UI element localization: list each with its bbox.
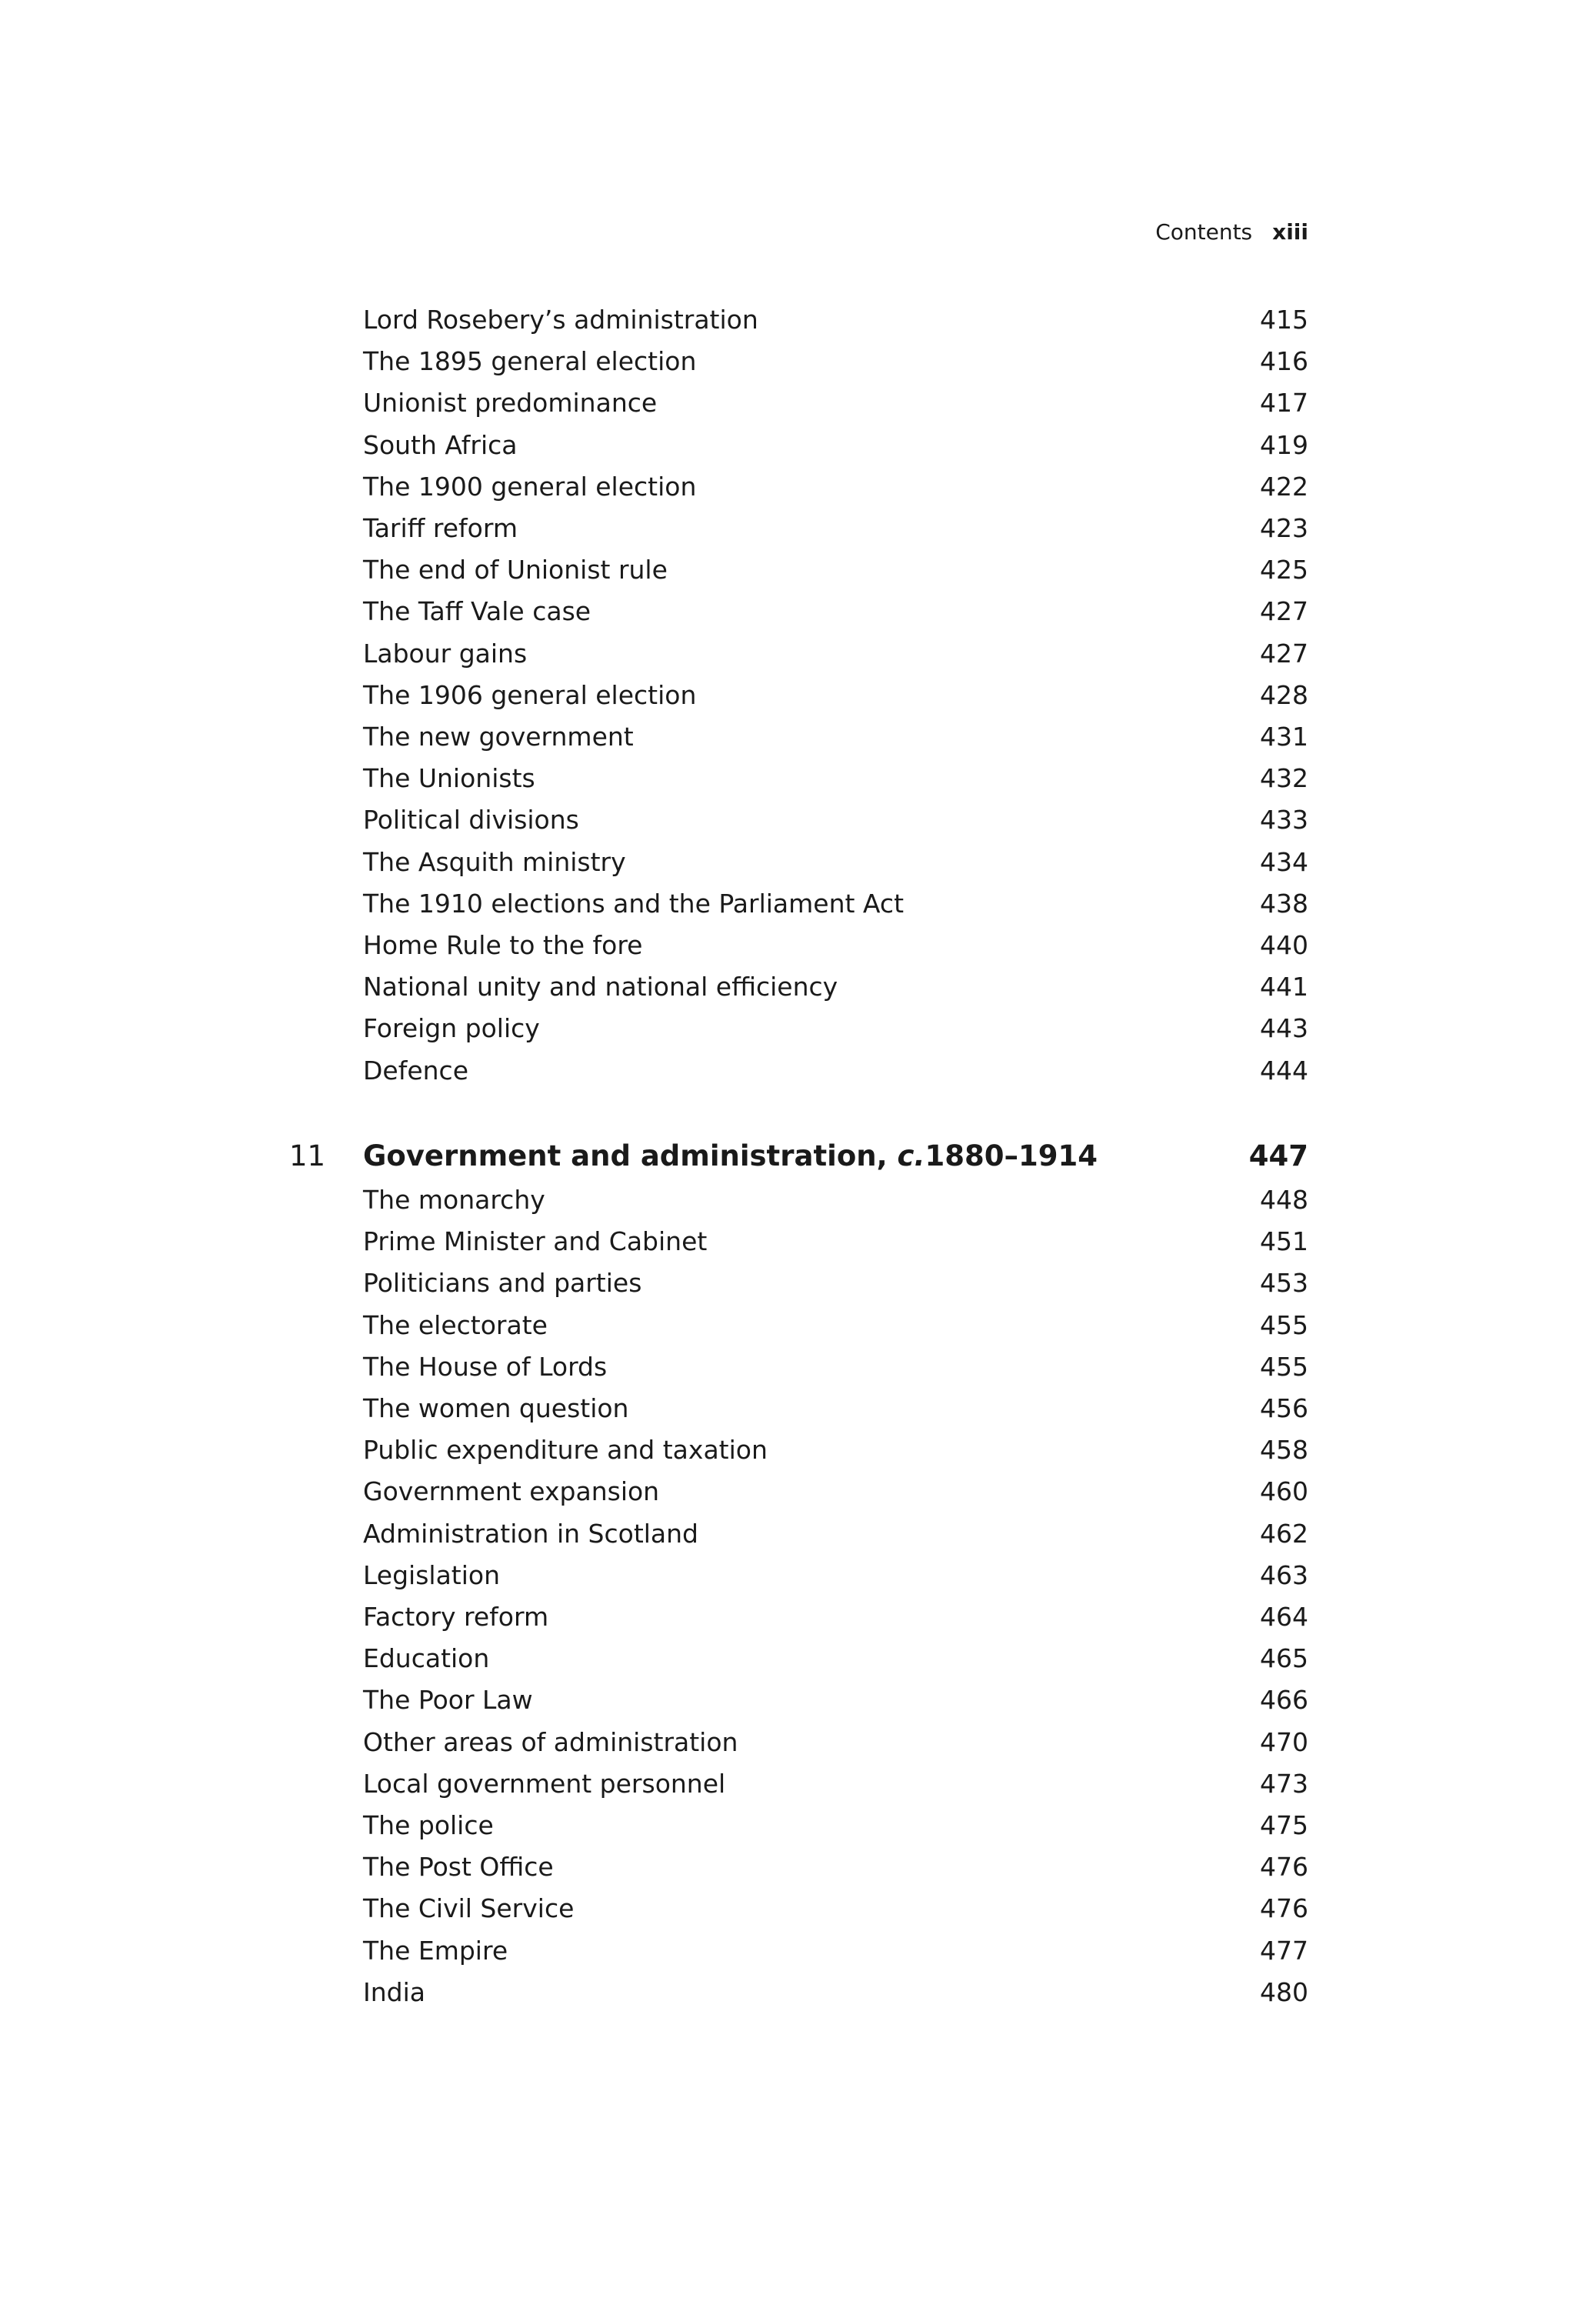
toc-entry [363, 966, 1308, 1008]
toc-entry-title: Administration in Scotland [363, 1519, 699, 1549]
toc-entry [363, 1221, 1308, 1262]
running-head-page-number: xiii [1272, 219, 1308, 245]
toc-entry-title: Other areas of administration [363, 1727, 738, 1757]
toc-entry-page-number: 441 [1260, 972, 1308, 1002]
toc-entry-page-number: 419 [1260, 430, 1308, 460]
toc-entry [363, 1763, 1308, 1805]
toc-entry [363, 716, 1308, 758]
toc-entry-title: India [363, 1977, 425, 2007]
toc-entry-title: South Africa [363, 430, 518, 460]
toc-entry-title: Government expansion [363, 1476, 660, 1506]
toc-entry-title: The Asquith ministry [363, 847, 626, 877]
toc-entry-page-number: 463 [1260, 1560, 1308, 1590]
toc-entry [363, 883, 1308, 925]
toc-entry-title: Political divisions [363, 805, 579, 835]
toc-entry-page-number: 470 [1260, 1727, 1308, 1757]
toc-entry [363, 1471, 1308, 1513]
toc-entry-title: Factory reform [363, 1602, 549, 1632]
toc-entry-title: Local government personnel [363, 1769, 726, 1799]
toc-entry-page-number: 415 [1260, 305, 1308, 335]
toc-entry [363, 1429, 1308, 1471]
toc-entry [363, 1679, 1308, 1721]
toc-entry-title: National unity and national efficiency [363, 972, 838, 1002]
toc-entry-title: The Poor Law [363, 1685, 533, 1715]
toc-entry-page-number: 438 [1260, 889, 1308, 919]
toc-entry-page-number: 453 [1260, 1268, 1308, 1298]
toc-entry-page-number: 477 [1260, 1936, 1308, 1966]
toc-entry [363, 842, 1308, 883]
toc-entry-page-number: 455 [1260, 1352, 1308, 1382]
toc-entry-page-number: 476 [1260, 1893, 1308, 1923]
toc-entry [363, 425, 1308, 466]
toc-entry-title: Education [363, 1643, 490, 1673]
toc-entry-page-number: 427 [1260, 639, 1308, 669]
running-head-label: Contents [1155, 219, 1253, 245]
toc-entry [363, 1388, 1308, 1429]
toc-entry-title: Foreign policy [363, 1013, 540, 1043]
toc-entry-page-number: 434 [1260, 847, 1308, 877]
toc-entry-page-number: 423 [1260, 513, 1308, 543]
chapter-number: 11 [289, 1139, 326, 1172]
toc-entry-page-number: 433 [1260, 805, 1308, 835]
toc-entry-page-number: 460 [1260, 1476, 1308, 1506]
toc-entry-page-number: 466 [1260, 1685, 1308, 1715]
toc-entry-title: The 1910 elections and the Parliament Act [363, 889, 905, 919]
toc-entry-title: The 1900 general election [363, 472, 697, 502]
chapter-title-main: Government and administration, [363, 1139, 898, 1172]
toc-entry [363, 799, 1308, 841]
toc-entry-title: The Civil Service [363, 1893, 575, 1923]
toc-entry [363, 1513, 1308, 1555]
toc-entry [363, 1846, 1308, 1888]
toc-entry [363, 1638, 1308, 1679]
toc-entry [363, 1888, 1308, 1929]
toc-entry [363, 1972, 1308, 2013]
toc-entry-title: Politicians and parties [363, 1268, 642, 1298]
toc-entry-title: The women question [363, 1393, 629, 1423]
toc-entry-title: Lord Rosebery’s administration [363, 305, 758, 335]
toc-entry [363, 1805, 1308, 1846]
toc-entry [363, 1179, 1308, 1221]
toc-entry-title: Legislation [363, 1560, 501, 1590]
toc-entry-page-number: 432 [1260, 763, 1308, 793]
toc-entry [363, 1050, 1308, 1092]
toc-entry-page-number: 451 [1260, 1226, 1308, 1256]
chapter-heading [289, 1133, 1308, 1179]
toc-entry-page-number: 448 [1260, 1185, 1308, 1215]
toc-entry [363, 1930, 1308, 1972]
toc-entry-page-number: 480 [1260, 1977, 1308, 2007]
chapter-title-circa: c. [897, 1139, 925, 1172]
toc-entry-title: The Empire [363, 1936, 508, 1966]
toc-entry-page-number: 458 [1260, 1435, 1308, 1465]
toc-entry [363, 549, 1308, 591]
toc-entry [363, 382, 1308, 424]
toc-entry [363, 675, 1308, 716]
toc-entry-title: The end of Unionist rule [363, 555, 668, 585]
toc-entry-title: The 1895 general election [363, 346, 697, 376]
toc-entry [363, 633, 1308, 675]
toc-entry-title: The Post Office [363, 1852, 554, 1882]
chapter-title [363, 1133, 1098, 1179]
toc-entry [363, 1305, 1308, 1346]
chapter-page-number: 447 [1248, 1139, 1308, 1172]
toc-entry-title: The Unionists [363, 763, 535, 793]
toc-entry [363, 1596, 1308, 1638]
toc-entry-page-number: 416 [1260, 346, 1308, 376]
toc-entry [363, 341, 1308, 382]
toc-entry [363, 758, 1308, 799]
toc-entry-title: Prime Minister and Cabinet [363, 1226, 708, 1256]
toc-entry [363, 1346, 1308, 1388]
toc-entry-title: Home Rule to the fore [363, 930, 643, 960]
toc-entry-page-number: 440 [1260, 930, 1308, 960]
toc-entry-page-number: 431 [1260, 722, 1308, 752]
toc-entry [363, 508, 1308, 549]
toc-entry-page-number: 476 [1260, 1852, 1308, 1882]
toc-entry-title: The House of Lords [363, 1352, 608, 1382]
toc-entry-page-number: 456 [1260, 1393, 1308, 1423]
toc-entry-page-number: 427 [1260, 596, 1308, 626]
toc-entry [363, 1555, 1308, 1596]
toc-entry-page-number: 425 [1260, 555, 1308, 585]
toc-entry-title: The new government [363, 722, 634, 752]
toc-entry-title: The police [363, 1810, 494, 1840]
toc-entry [363, 466, 1308, 508]
running-head [1155, 217, 1308, 248]
toc-entry-title: Public expenditure and taxation [363, 1435, 768, 1465]
toc-entry-page-number: 464 [1260, 1602, 1308, 1632]
toc-entry [363, 591, 1308, 632]
toc-entry [363, 1262, 1308, 1304]
toc-entry-title: Unionist predominance [363, 388, 658, 418]
toc-entry-page-number: 444 [1260, 1056, 1308, 1086]
toc-entry-page-number: 462 [1260, 1519, 1308, 1549]
chapter-title-years: 1880–1914 [925, 1139, 1098, 1172]
toc-entry-title: The Taff Vale case [363, 596, 591, 626]
toc-entry-page-number: 428 [1260, 680, 1308, 710]
toc-entry-page-number: 417 [1260, 388, 1308, 418]
toc-entry-title: The electorate [363, 1310, 548, 1340]
toc-entry-title: Labour gains [363, 639, 528, 669]
toc-entry-page-number: 465 [1260, 1643, 1308, 1673]
toc-entry-title: The monarchy [363, 1185, 545, 1215]
toc-entry-title: Defence [363, 1056, 468, 1086]
toc-entry [363, 1008, 1308, 1049]
toc-entry-page-number: 475 [1260, 1810, 1308, 1840]
toc-entry-page-number: 473 [1260, 1769, 1308, 1799]
toc-entry [363, 925, 1308, 966]
toc-entry [363, 299, 1308, 341]
toc-entry-page-number: 455 [1260, 1310, 1308, 1340]
toc-entry-page-number: 422 [1260, 472, 1308, 502]
toc-entry-page-number: 443 [1260, 1013, 1308, 1043]
toc-entry-title: The 1906 general election [363, 680, 697, 710]
toc-entry-title: Tariff reform [363, 513, 518, 543]
toc-entry [363, 1722, 1308, 1763]
